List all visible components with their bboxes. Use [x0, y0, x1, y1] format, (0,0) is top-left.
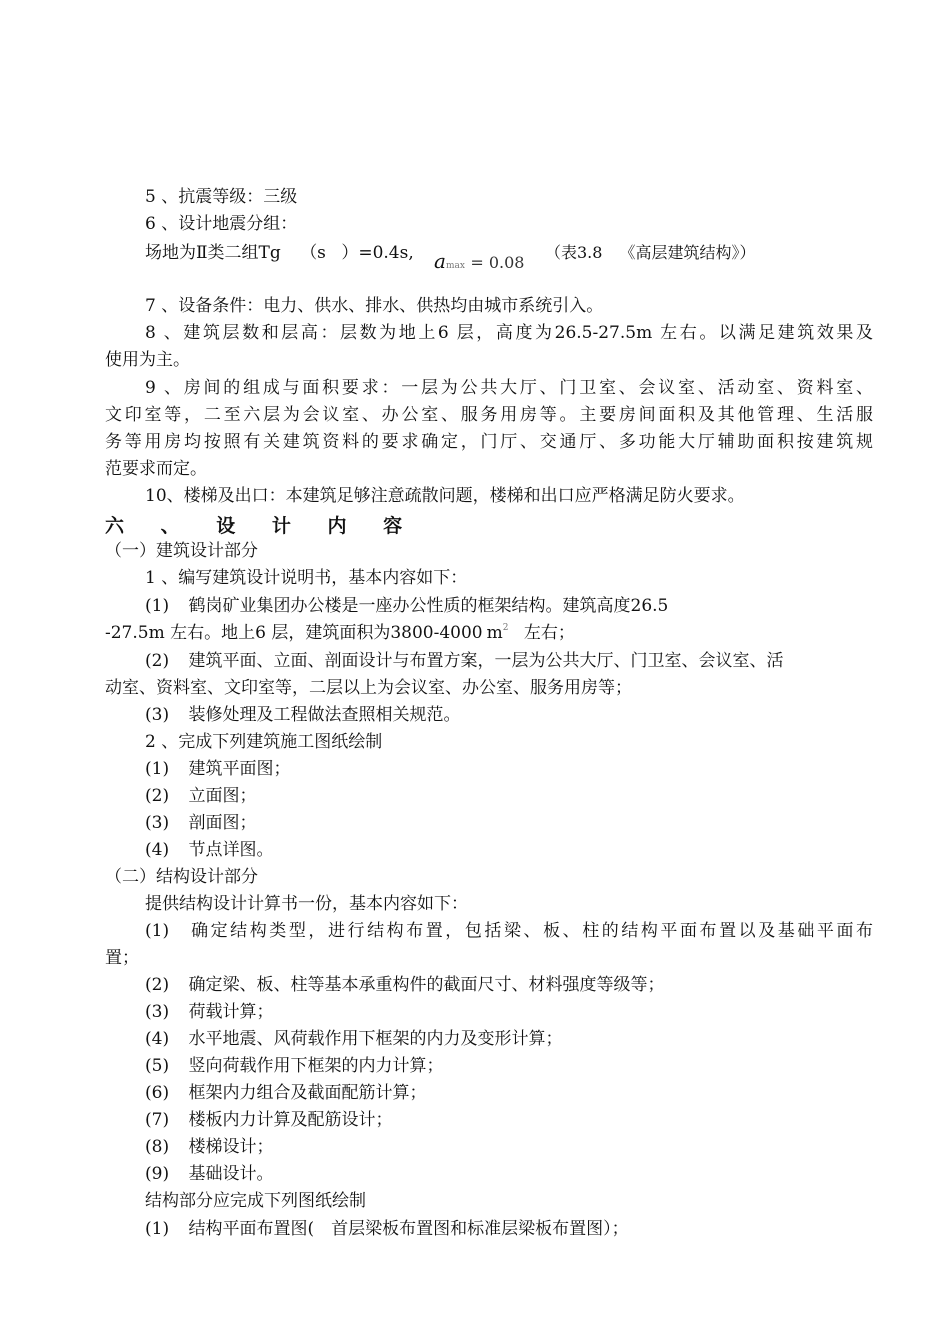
struct-part-title: （二）结构设计部分 [105, 867, 258, 887]
item-8-line-1: 8 、建筑层数和层高：层数为地上6 层，高度为26.5-27.5m 左右。以满足建筑效果及 [145, 323, 873, 343]
list-text: 荷载计算； [188, 1002, 274, 1022]
arch-p1-line-2 [105, 622, 575, 647]
list-num: (3) [145, 813, 170, 833]
arch-p2-text: 建筑平面、立面、剖面设计与布置方案，一层为公共大厅、门卫室、会议室、活 [188, 651, 784, 671]
struct-calc-4 [145, 1028, 563, 1050]
arch-item-1: 1 、编写建筑设计说明书，基本内容如下： [145, 568, 468, 588]
struct-c1-line-2: 置； [105, 948, 139, 968]
arch-drawing-4 [145, 839, 274, 861]
item-9-line-4: 范要求而定。 [105, 459, 207, 479]
amax-formula [434, 250, 524, 277]
arch-p3-text: 装修处理及工程做法查照相关规范。 [188, 705, 461, 725]
section-heading: 六 、 设 计 内 容 [105, 515, 418, 537]
list-text: 基础设计。 [188, 1164, 274, 1184]
list-text: 水平地震、风荷载作用下框架的内力及变形计算； [188, 1029, 563, 1049]
struct-drawing-1 [145, 1218, 629, 1240]
arch-drawing-1 [145, 758, 291, 780]
arch-p2-line-2: 动室、资料室、文印室等，二层以上为会议室、办公室、服务用房等； [105, 678, 632, 698]
site-reference [545, 242, 756, 264]
list-num: (5) [145, 1056, 170, 1076]
list-text: 楼梯设计； [188, 1137, 274, 1157]
arch-p1-text: 鹤岗矿业集团办公楼是一座办公性质的框架结构。建筑高度26.5 [188, 596, 669, 616]
struct-calc-6 [145, 1082, 427, 1104]
list-text: 楼板内力计算及配筋设计； [188, 1110, 393, 1130]
list-text: 建筑平面图； [188, 759, 291, 779]
site-s: （s [300, 243, 326, 263]
list-num: (6) [145, 1083, 170, 1103]
item-10: 10、楼梯及出口：本建筑足够注意疏散问题，楼梯和出口应严格满足防火要求。 [145, 486, 745, 506]
list-text: 确定梁、板、柱等基本承重构件的截面尺寸、材料强度等级等； [188, 975, 665, 995]
list-num: (8) [145, 1137, 170, 1157]
arch-p1-line-2-pre: -27.5m 左右。地上6 层，建筑面积为3800-4000 [105, 623, 483, 643]
site-class-line [145, 242, 414, 264]
list-text: 节点详图。 [188, 840, 274, 860]
struct-c1-num: (1) [145, 921, 170, 941]
list-num: (4) [145, 840, 170, 860]
struct-calc-2 [145, 974, 665, 996]
list-num: (4) [145, 1029, 170, 1049]
arch-drawing-2 [145, 785, 257, 807]
struct-calc-3 [145, 1001, 274, 1023]
item-9-line-2: 文印室等，二至六层为会议室、办公室、服务用房等。主要房间面积及其他管理、生活服 [105, 405, 873, 425]
list-num: (3) [145, 1002, 170, 1022]
area-unit: m [486, 623, 503, 643]
arch-p1-num: (1) [145, 596, 170, 616]
list-text: 竖向荷载作用下框架的内力计算； [188, 1056, 444, 1076]
list-text: 结构平面布置图( 首层梁板布置图和标准层梁板布置图）； [188, 1219, 629, 1239]
arch-part-title: （一）建筑设计部分 [105, 541, 258, 561]
item-6: 6 、设计地震分组： [145, 214, 298, 234]
list-num: (2) [145, 975, 170, 995]
list-text: 剖面图； [188, 813, 257, 833]
list-text: 立面图； [188, 786, 257, 806]
list-text: 框架内力组合及截面配筋计算； [188, 1083, 427, 1103]
item-8-line-2: 使用为主。 [105, 350, 190, 370]
amax-symbol: a [434, 249, 446, 273]
area-unit-exponent: 2 [502, 623, 509, 633]
list-num: (1) [145, 1219, 170, 1239]
site-ref-book: 《高层建筑结构》） [619, 243, 756, 262]
list-num: (2) [145, 786, 170, 806]
arch-p1-line-1 [145, 595, 668, 617]
site-prefix: 场地为Ⅱ类二组Tg [145, 243, 281, 263]
arch-p3-num: (3) [145, 705, 170, 725]
struct-c1-line-1 [145, 920, 873, 942]
list-num: (9) [145, 1164, 170, 1184]
amax-subscript: max [445, 261, 465, 271]
arch-drawing-3 [145, 812, 257, 834]
struct-drawings-intro: 结构部分应完成下列图纸绘制 [145, 1191, 366, 1211]
site-ref-table: （表3.8 [545, 243, 603, 262]
struct-calc-5 [145, 1055, 444, 1077]
item-5: 5 、抗震等级：三级 [145, 187, 298, 207]
arch-p1-line-2-post: 左右； [523, 623, 575, 643]
arch-p2-num: (2) [145, 651, 170, 671]
item-7: 7 、设备条件：电力、供水、排水、供热均由城市系统引入。 [145, 296, 604, 316]
arch-item-2: 2 、完成下列建筑施工图纸绘制 [145, 732, 383, 752]
item-9-line-1: 9 、房间的组成与面积要求：一层为公共大厅、门卫室、会议室、活动室、资料室、 [145, 378, 873, 398]
struct-intro: 提供结构设计计算书一份，基本内容如下： [145, 894, 468, 914]
struct-calc-9 [145, 1163, 274, 1185]
list-num: (7) [145, 1110, 170, 1130]
arch-p3 [145, 704, 461, 726]
struct-calc-7 [145, 1109, 393, 1131]
item-9-line-3: 务等用房均按照有关建筑资料的要求确定，门厅、交通厅、多功能大厅辅助面积按建筑规 [105, 432, 873, 452]
list-num: (1) [145, 759, 170, 779]
site-value: ）=0.4s, [341, 243, 414, 263]
struct-calc-8 [145, 1136, 274, 1158]
struct-c1-text: 确定结构类型，进行结构布置，包括梁、板、柱的结构平面布置以及基础平面布 [191, 921, 874, 941]
arch-p2-line-1 [145, 650, 784, 672]
amax-equals: = 0.08 [470, 253, 525, 272]
